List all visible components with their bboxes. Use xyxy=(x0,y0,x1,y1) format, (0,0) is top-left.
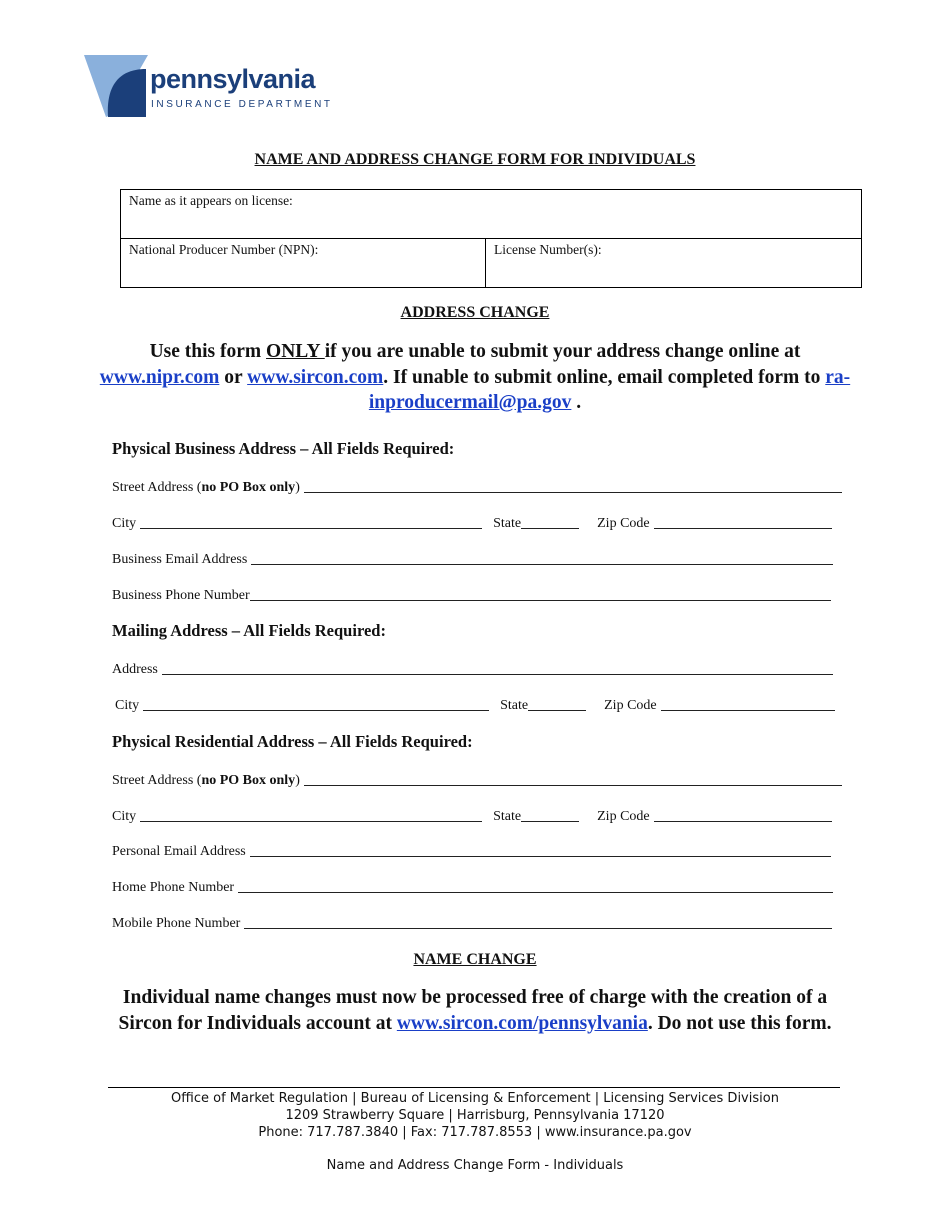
address-change-notice xyxy=(90,339,860,416)
form-title: NAME AND ADDRESS CHANGE FORM FOR INDIVIDUALS xyxy=(254,151,696,168)
name-change-heading: NAME CHANGE xyxy=(413,951,537,968)
residential-city-input[interactable] xyxy=(140,821,482,822)
business-street-row xyxy=(112,476,842,496)
mobile-phone-label: Mobile Phone Number xyxy=(112,916,241,931)
home-phone-row xyxy=(112,876,833,896)
license-number-field[interactable] xyxy=(486,239,862,288)
mobile-phone-input[interactable] xyxy=(244,928,832,929)
personal-email-label: Personal Email Address xyxy=(112,844,246,859)
logo-department: INSURANCE DEPARTMENT xyxy=(151,99,333,110)
npn-label: National Producer Number (NPN): xyxy=(129,242,319,257)
business-state-label: State xyxy=(493,516,522,531)
name-on-license-field[interactable] xyxy=(121,190,862,239)
business-zip-input[interactable] xyxy=(654,528,832,529)
residential-city-label: City xyxy=(112,809,137,824)
business-state-input[interactable] xyxy=(521,528,579,529)
license-number-label: License Number(s): xyxy=(494,242,602,257)
business-street-label: Street Address (no PO Box only) xyxy=(112,480,300,495)
business-city-label: City xyxy=(112,516,137,531)
mailing-address-row xyxy=(112,658,833,678)
residential-zip-label: Zip Code xyxy=(597,809,650,824)
address-change-heading: ADDRESS CHANGE xyxy=(400,304,550,321)
mailing-address-input[interactable] xyxy=(162,674,833,675)
business-email-row xyxy=(112,548,833,568)
notice-text: if you are unable to submit your address change online at xyxy=(324,341,801,362)
mailing-address-label: Address xyxy=(112,662,158,677)
physical-business-heading: Physical Business Address – All Fields Required: xyxy=(112,439,455,458)
mailing-city-row xyxy=(115,694,835,714)
business-email-label: Business Email Address xyxy=(112,552,248,567)
notice-text: Use this form xyxy=(149,341,267,362)
footer-office: Office of Market Regulation | Bureau of Licensing & Enforcement | Licensing Services Division xyxy=(171,1091,779,1106)
business-phone-label: Business Phone Number xyxy=(112,588,250,603)
mailing-zip-input[interactable] xyxy=(661,710,835,711)
footer-divider xyxy=(108,1087,840,1088)
business-city-row xyxy=(112,512,832,532)
notice-only: ONLY xyxy=(266,341,325,362)
home-phone-label: Home Phone Number xyxy=(112,880,235,895)
notice-text: . xyxy=(571,392,582,413)
residential-street-row xyxy=(112,769,842,789)
mailing-state-label: State xyxy=(500,698,529,713)
residential-city-row xyxy=(112,805,832,825)
nipr-link[interactable]: www.nipr.com xyxy=(99,366,220,388)
personal-email-input[interactable] xyxy=(250,856,831,857)
business-street-input[interactable] xyxy=(304,492,842,493)
notice-text: or xyxy=(219,366,248,388)
mailing-heading: Mailing Address – All Fields Required: xyxy=(112,621,386,640)
physical-residential-heading: Physical Residential Address – All Fields Required: xyxy=(112,732,473,751)
business-email-input[interactable] xyxy=(251,564,833,565)
mailing-state-input[interactable] xyxy=(528,710,586,711)
business-phone-input[interactable] xyxy=(250,600,831,601)
name-change-text: . Do not use this form. xyxy=(647,1012,832,1034)
residential-zip-input[interactable] xyxy=(654,821,832,822)
sircon-link[interactable]: www.sircon.com xyxy=(247,366,384,388)
residential-state-label: State xyxy=(493,809,522,824)
footer-contact: Phone: 717.787.3840 | Fax: 717.787.8553 | www.insurance.pa.gov xyxy=(258,1125,692,1140)
mailing-city-input[interactable] xyxy=(143,710,489,711)
pa-insurance-logo xyxy=(84,55,344,119)
license-info-table xyxy=(120,189,862,288)
footer-form-name: Name and Address Change Form - Individuals xyxy=(326,1158,624,1173)
residential-street-input[interactable] xyxy=(304,785,842,786)
mailing-city-label: City xyxy=(115,698,140,713)
name-on-license-label: Name as it appears on license: xyxy=(129,193,293,208)
home-phone-input[interactable] xyxy=(238,892,833,893)
name-change-text: Individual name changes must now be processed free of charge with the creation of a Sircon for Individuals account at xyxy=(118,987,828,1034)
mailing-zip-label: Zip Code xyxy=(604,698,657,713)
npn-field[interactable] xyxy=(121,239,486,288)
business-city-input[interactable] xyxy=(140,528,482,529)
sircon-pennsylvania-link[interactable]: www.sircon.com/pennsylvania xyxy=(396,1012,648,1034)
footer-address: 1209 Strawberry Square | Harrisburg, Pennsylvania 17120 xyxy=(285,1108,665,1123)
business-phone-row xyxy=(112,584,831,604)
personal-email-row xyxy=(112,840,831,860)
name-change-notice xyxy=(100,985,850,1036)
residential-street-label: Street Address (no PO Box only) xyxy=(112,773,300,788)
notice-text: . If unable to submit online, email completed form to xyxy=(383,366,826,388)
business-zip-label: Zip Code xyxy=(597,516,650,531)
keystone-icon xyxy=(84,55,148,119)
email-link[interactable]: ra-inproducermail@pa.gov xyxy=(368,366,851,413)
mobile-phone-row xyxy=(112,912,832,932)
residential-state-input[interactable] xyxy=(521,821,579,822)
logo-wordmark: pennsylvania xyxy=(150,64,316,94)
